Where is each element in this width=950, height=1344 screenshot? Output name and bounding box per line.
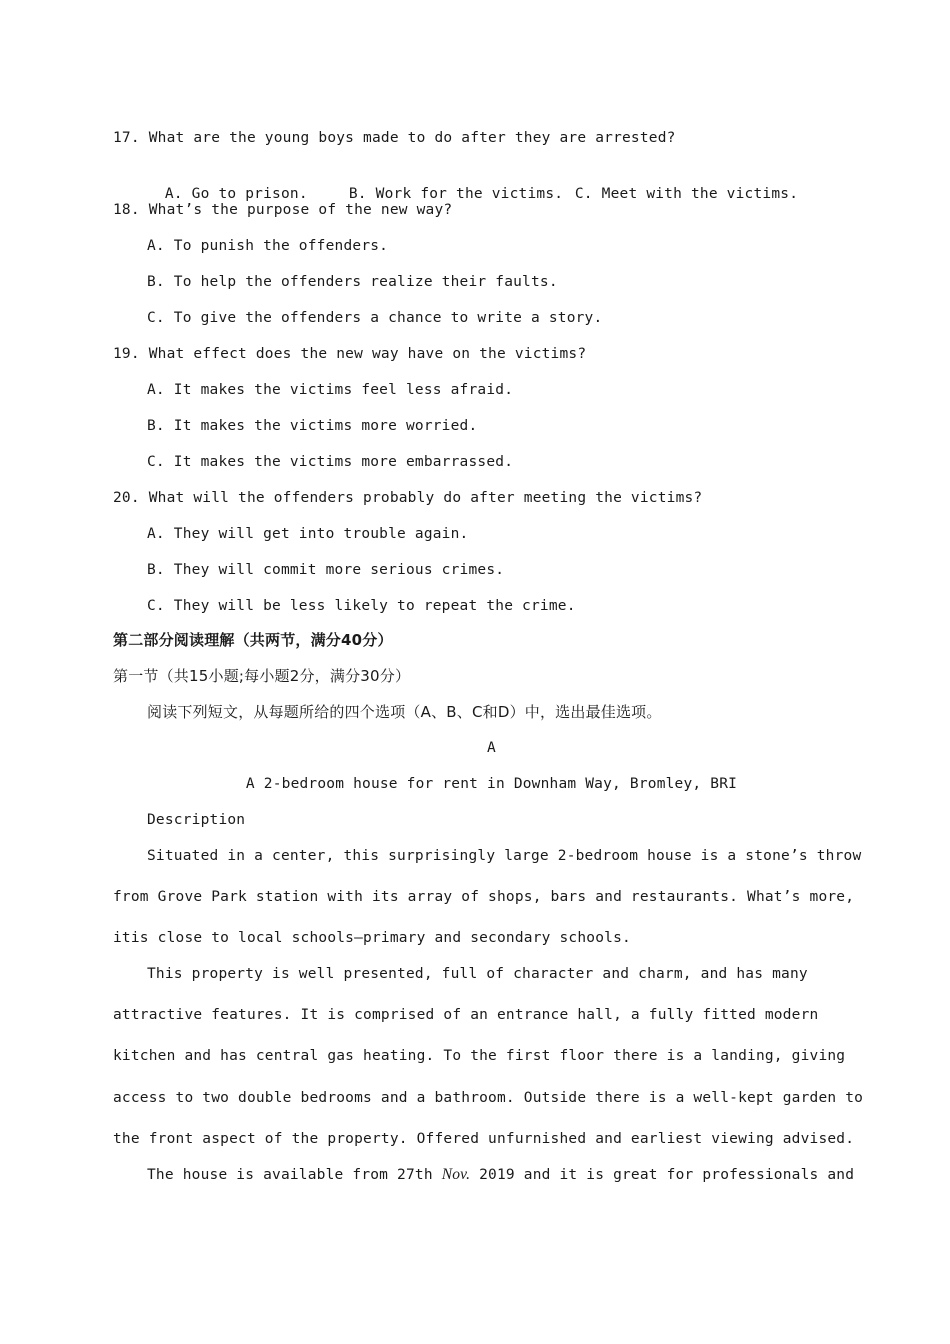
paragraph-1-line-1: Situated in a center, this surprisingly large 2-bedroom house is a stone’s throw	[147, 848, 862, 864]
question-20-stem: 20. What will the offenders probably do after meeting the victims?	[113, 490, 703, 506]
paragraph-2-line-2: attractive features. It is comprised of an entrance hall, a fully fitted modern	[113, 1007, 819, 1023]
paragraph-2-line-3: kitchen and has central gas heating. To the first floor there is a landing, giving	[113, 1048, 846, 1064]
part2-heading: 第二部分阅读理解（共两节，满分40分）	[113, 631, 393, 649]
option-19b: B. It makes the victims more worried.	[147, 418, 478, 434]
paragraph-3-text-after: 2019 and it is great for professionals and	[470, 1167, 855, 1183]
option-19c: C. It makes the victims more embarrassed.	[147, 454, 514, 470]
option-18a: A. To punish the offenders.	[147, 238, 389, 254]
option-19a: A. It makes the victims feel less afraid.	[147, 382, 514, 398]
option-18c: C. To give the offenders a chance to write a story.	[147, 310, 603, 326]
paragraph-2-line-1: This property is well presented, full of character and charm, and has many	[147, 966, 808, 982]
option-17a: A. Go to prison.	[164, 186, 308, 202]
question-17-options	[147, 164, 798, 204]
option-18b: B. To help the offenders realize their faults.	[147, 274, 558, 290]
paragraph-3-line-1	[147, 1165, 854, 1185]
question-17-stem: 17. What are the young boys made to do after they are arrested?	[113, 130, 676, 146]
option-20c: C. They will be less likely to repeat the crime.	[147, 598, 576, 614]
paragraph-2-line-5: the front aspect of the property. Offered unfurnished and earliest viewing advised.	[113, 1131, 855, 1147]
paragraph-3-text-before: The house is available from 27th	[147, 1167, 442, 1183]
description-label: Description	[147, 812, 246, 828]
passage-title: A 2-bedroom house for rent in Downham Way, Bromley, BRI	[245, 776, 738, 792]
paragraph-1-line-3: itis close to local schools—primary and secondary schools.	[113, 930, 631, 946]
paragraph-1-line-2: from Grove Park station with its array of shops, bars and restaurants. What’s more,	[113, 889, 855, 905]
option-17b: B. Work for the victims.	[348, 186, 564, 202]
option-20a: A. They will get into trouble again.	[147, 526, 469, 542]
reading-instruction: 阅读下列短文，从每题所给的四个选项（A、B、C和D）中，选出最佳选项。	[147, 703, 662, 721]
option-20b: B. They will commit more serious crimes.	[147, 562, 505, 578]
passage-letter: A	[487, 740, 496, 756]
question-19-stem: 19. What effect does the new way have on the victims?	[113, 346, 587, 362]
paragraph-3-italic-month: Nov.	[441, 1166, 471, 1183]
option-17c: C. Meet with the victims.	[574, 186, 799, 202]
paragraph-2-line-4: access to two double bedrooms and a bathroom. Outside there is a well-kept garden to	[113, 1090, 864, 1106]
question-18-stem: 18. What’s the purpose of the new way?	[113, 202, 453, 218]
section1-heading: 第一节（共15小题;每小题2分，满分30分）	[113, 667, 411, 685]
